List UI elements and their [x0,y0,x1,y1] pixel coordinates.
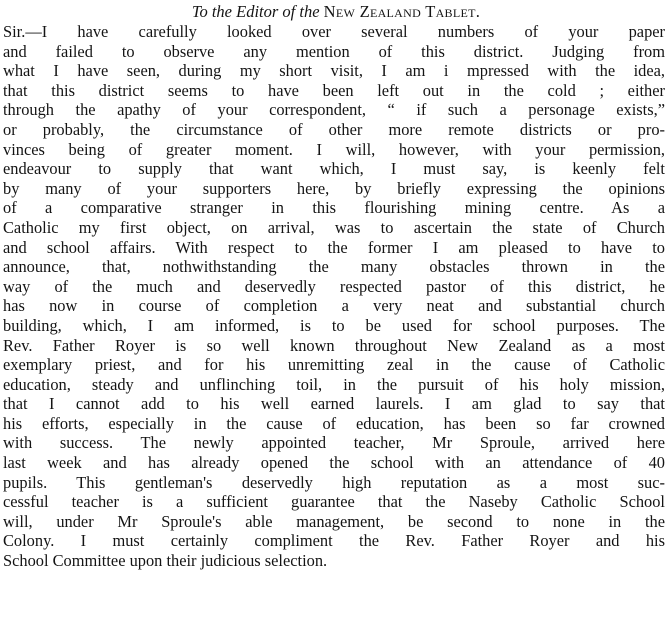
letter-line: of a comparative stranger in this flourishing mining centre. As a [3,198,665,218]
letter-line: Rev. Father Royer is so well known throughout New Zealand as a most [3,335,665,355]
letter-line: exemplary priest, and for his unremitting zeal in the cause of Catholic [3,355,665,375]
letter-line: Sir.—I have carefully looked over several numbers of your paper [3,22,665,41]
letter-line: and school affairs. With respect to the former I am pleased to have to [3,237,665,257]
letter-line: building, which, I am informed, is to be used for school purposes. The [3,315,665,335]
letter-line: with success. The newly appointed teacher, Mr Sproule, arrived here [3,433,665,453]
heading-prefix: To the Editor of the [191,2,320,21]
letter-line: way of the much and deservedly respected pastor of this district, he [3,276,665,296]
letter-line: endeavour to supply that want which, I must say, is keenly felt [3,159,665,179]
letter-line: cessful teacher is a sufficient guarantee that the Naseby Catholic School [3,492,665,512]
letter-line: has now in course of completion a very neat and substantial church [3,296,665,316]
letter-line: Colony. I must certainly compliment the Rev. Father Royer and his [3,531,665,551]
letter-line: his efforts, especially in the cause of education, has been so far crowned [3,413,665,433]
heading-publication: New Zealand Tablet. [323,2,481,21]
letter-body [3,22,665,571]
letter-line: vinces being of greater moment. I will, however, with your permission, [3,139,665,159]
letter-line: what I have seen, during my short visit, I am i mpressed with the idea, [3,61,665,81]
letter-line: or probably, the circumstance of other more remote districts or pro- [3,119,665,139]
letter-line: that this district seems to have been left out in the cold ; either [3,80,665,100]
letter-line: Catholic my first object, on arrival, was to ascertain the state of Church [3,217,665,237]
letter-line: and failed to observe any mention of this district. Judging from [3,41,665,61]
letter-line: education, steady and unflinching toil, in the pursuit of his holy mission, [3,374,665,394]
letter-line: pupils. This gentleman's deservedly high reputation as a most suc- [3,472,665,492]
letter-heading [7,2,665,21]
letter-line: by many of your supporters here, by briefly expressing the opinions [3,178,665,198]
letter-line: last week and has already opened the school with an attendance of 40 [3,453,665,473]
letter-line: School Committee upon their judicious selection. [3,551,328,571]
letter-line: through the apathy of your correspondent, “ if such a personage exists,” [3,100,665,120]
letter-line: announce, that, nothwithstanding the many obstacles thrown in the [3,257,665,277]
letter-line: that I cannot add to his well earned laurels. I am glad to say that [3,394,665,414]
letter-line: will, under Mr Sproule's able management, be second to none in the [3,511,665,531]
